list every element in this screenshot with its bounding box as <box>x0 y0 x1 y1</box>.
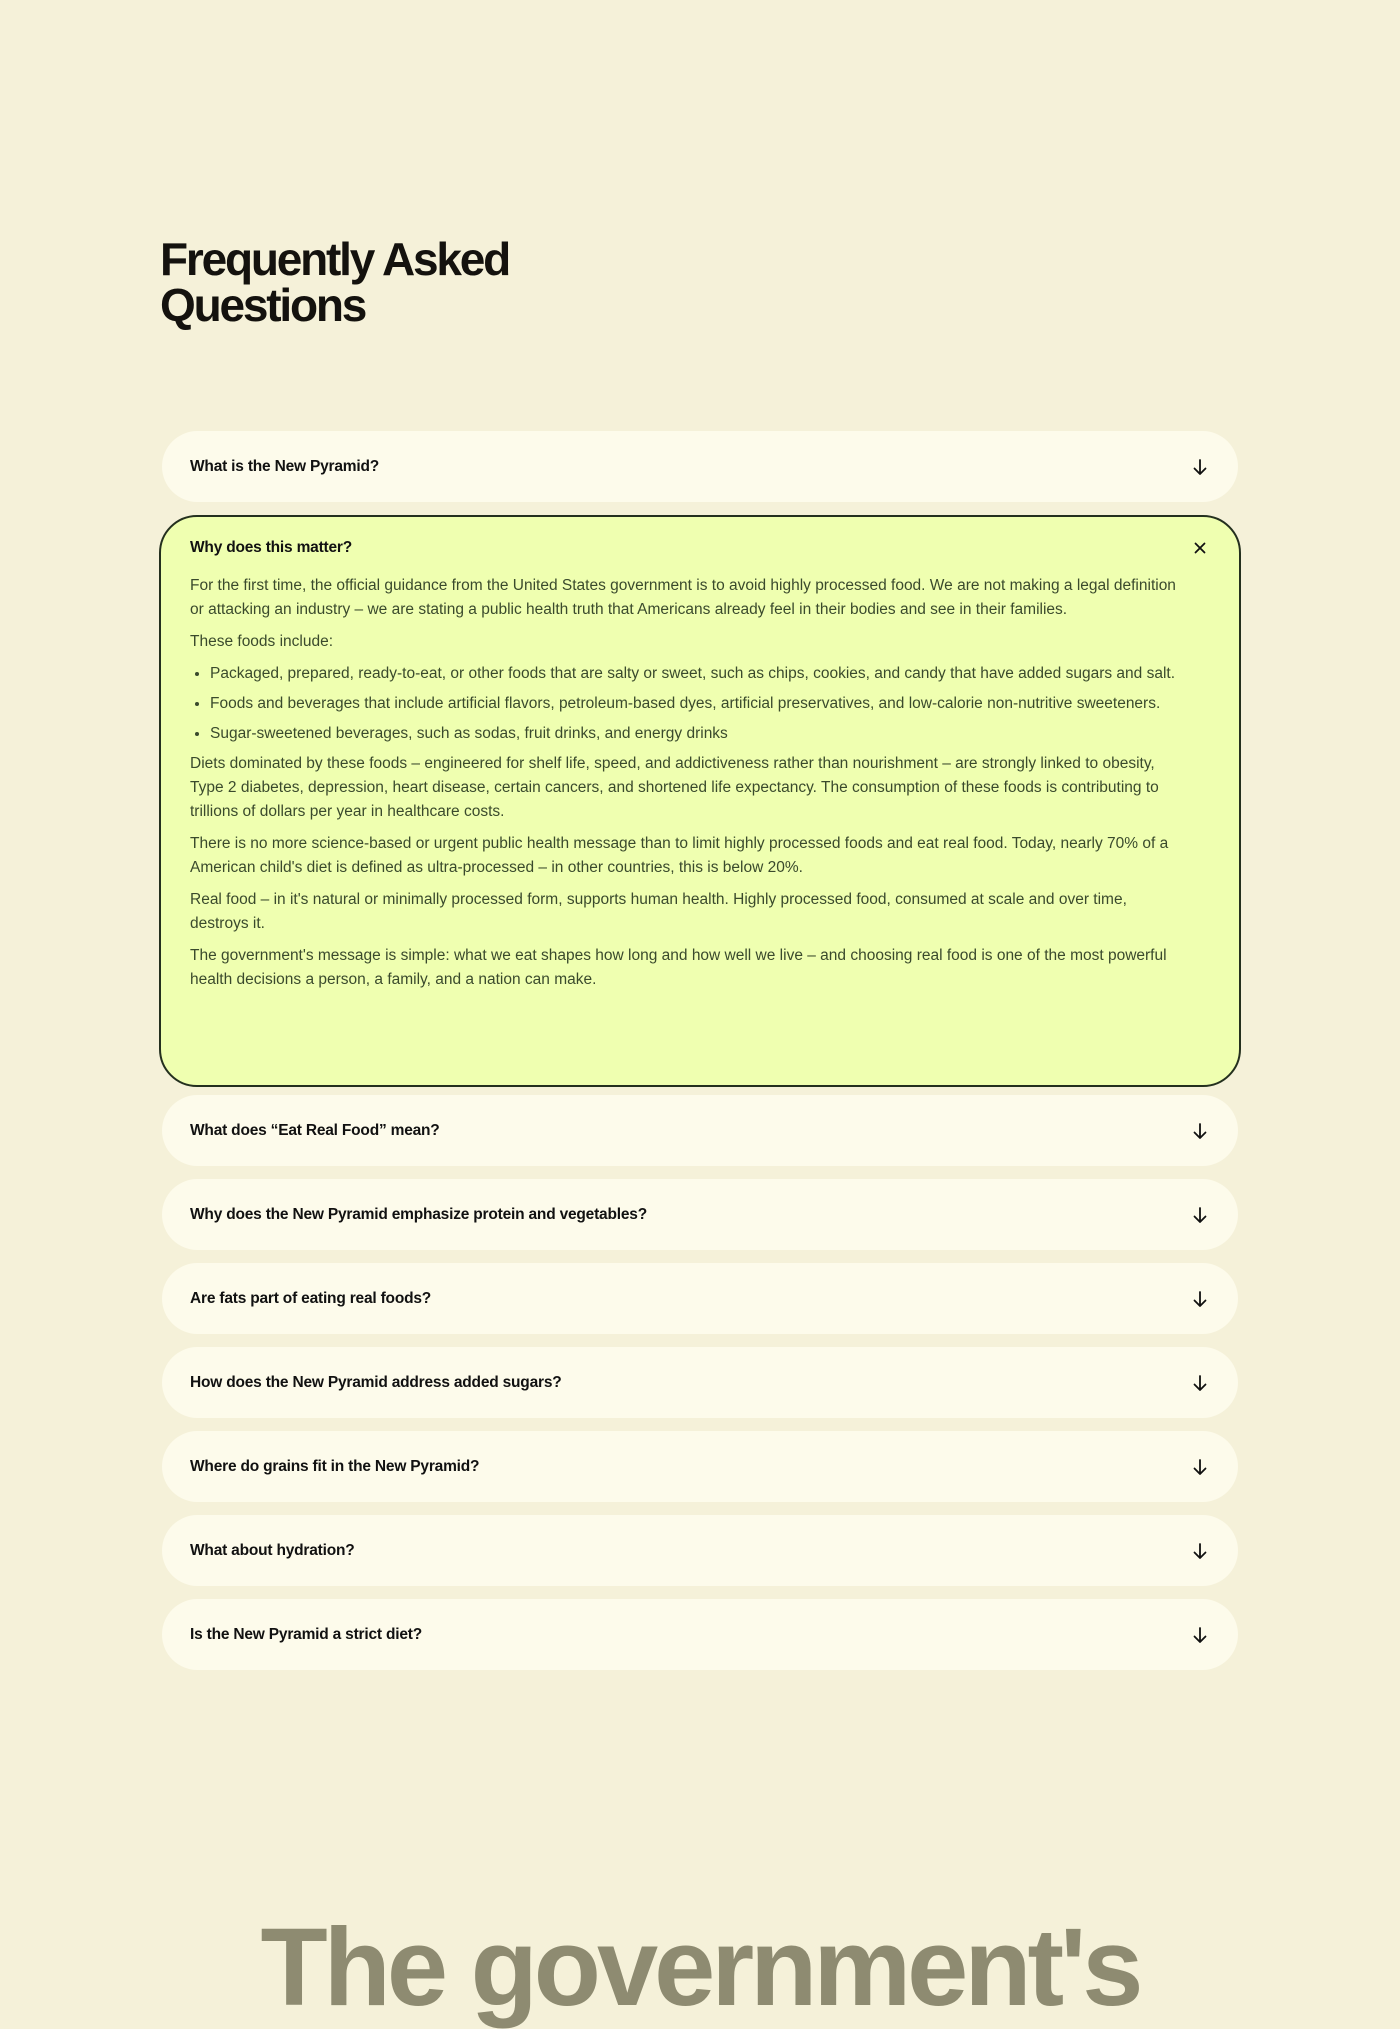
faq-item-grains[interactable] <box>162 1431 1238 1502</box>
faq-list <box>162 431 1238 1683</box>
arrow-down-icon[interactable] <box>1188 1539 1212 1563</box>
faq-question[interactable]: Is the New Pyramid a strict diet? <box>190 1626 423 1643</box>
arrow-down-icon[interactable] <box>1188 455 1212 479</box>
faq-item-why-does-this-matter[interactable] <box>159 515 1241 1087</box>
faq-title <box>160 233 580 331</box>
faq-item-strict-diet[interactable] <box>162 1599 1238 1670</box>
answer-paragraph: The government's message is simple: what we eat shapes how long and how well we live – and choosing real food is one of the most powerful health decisions a person, a family, and a nation can make. <box>190 947 1167 988</box>
arrow-down-icon[interactable] <box>1188 1287 1212 1311</box>
answer-paragraph: Diets dominated by these foods – engineered for shelf life, speed, and addictiveness rather than nourishment – are strongly linked to obesity, Type 2 diabetes, depression, heart disease, certain cancers, and shortened life expectancy. The consumption of these foods is contributing to trillions of dollars per year in healthcare costs. <box>190 755 1159 820</box>
answer-bullet-list <box>190 662 1180 746</box>
arrow-down-icon[interactable] <box>1188 1623 1212 1647</box>
faq-question[interactable]: How does the New Pyramid address added sugars? <box>190 1374 562 1391</box>
answer-paragraph: There is no more science-based or urgent public health message than to limit highly processed foods and eat real food. Today, nearly 70% of a American child's diet is defined as ultra-processed – in other countries, this is below 20%. <box>190 835 1169 876</box>
faq-question[interactable]: What is the New Pyramid? <box>190 458 379 475</box>
faq-item-fats[interactable] <box>162 1263 1238 1334</box>
faq-answer <box>190 574 1180 1000</box>
faq-item-protein-vegetables[interactable] <box>162 1179 1238 1250</box>
close-icon[interactable] <box>1188 536 1212 560</box>
faq-item-added-sugars[interactable] <box>162 1347 1238 1418</box>
arrow-down-icon[interactable] <box>1188 1455 1212 1479</box>
faq-question[interactable]: Why does this matter? <box>190 539 353 556</box>
faq-title-line1: Frequently Asked <box>160 233 510 285</box>
answer-paragraph: These foods include: <box>190 633 334 650</box>
answer-bullet: • Sugar-sweetened beverages, such as sodas, fruit drinks, and energy drinks <box>210 722 1180 746</box>
faq-title-line2: Questions <box>160 279 366 331</box>
faq-item-what-is-new-pyramid[interactable] <box>162 431 1238 502</box>
faq-question[interactable]: Why does the New Pyramid emphasize protein and vegetables? <box>190 1206 647 1223</box>
answer-bullet: • Packaged, prepared, ready-to-eat, or other foods that are salty or sweet, such as chips, cookies, and candy that have added sugars and salt. <box>210 662 1180 686</box>
faq-question[interactable]: Where do grains fit in the New Pyramid? <box>190 1458 480 1475</box>
faq-item-eat-real-food[interactable] <box>162 1095 1238 1166</box>
arrow-down-icon[interactable] <box>1188 1371 1212 1395</box>
faq-item-hydration[interactable] <box>162 1515 1238 1586</box>
faq-question[interactable]: What about hydration? <box>190 1542 355 1559</box>
arrow-down-icon[interactable] <box>1188 1119 1212 1143</box>
faq-question[interactable]: What does “Eat Real Food” mean? <box>190 1122 440 1139</box>
answer-paragraph: Real food – in it's natural or minimally processed form, supports human health. Highly processed food, consumed at scale and over time, destroys it. <box>190 891 1127 932</box>
arrow-down-icon[interactable] <box>1188 1203 1212 1227</box>
next-section-heading: The government's <box>260 1906 1140 2029</box>
faq-question[interactable]: Are fats part of eating real foods? <box>190 1290 432 1307</box>
answer-paragraph: For the first time, the official guidance from the United States government is to avoid highly processed food. We are not making a legal definition or attacking an industry – we are stating a public health truth that Americans already feel in their bodies and see in their families. <box>190 577 1176 618</box>
answer-bullet: • Foods and beverages that include artificial flavors, petroleum-based dyes, artificial preservatives, and low-calorie non-nutritive sweeteners. <box>210 692 1180 716</box>
